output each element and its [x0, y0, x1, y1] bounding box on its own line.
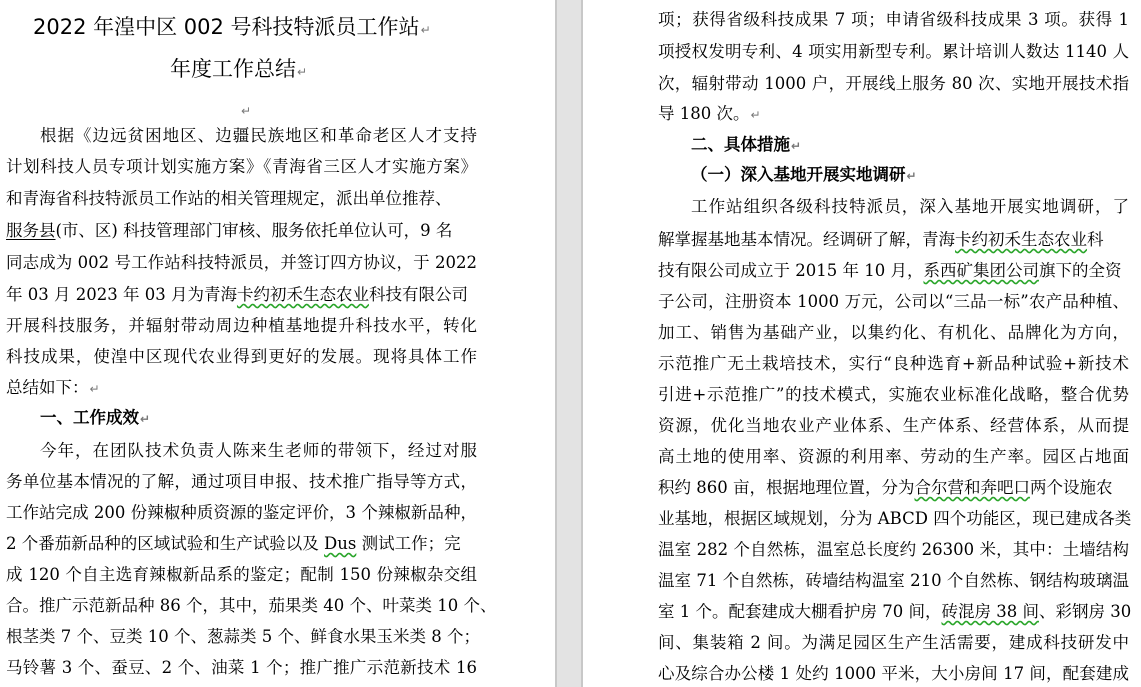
body-line: 项；获得省级科技成果 7 项；申请省级科技成果 3 项。获得 1 — [658, 10, 1129, 29]
body-line: 温室 282 个自然栋，温室总长度约 26300 米，其中：土墙结构 — [658, 540, 1129, 559]
paragraph-mark: ↵ — [297, 65, 308, 79]
empty-paragraph — [240, 100, 251, 121]
body-line: 开展科技服务，并辐射带动周边种植基地提升科技水平，转化 — [6, 316, 477, 335]
spellcheck-marked-text: 合尔营和奔吧口 — [914, 478, 1030, 497]
body-line: 业基地，根据区域规划，分为 ABCD 四个功能区，现已建成各类 — [658, 509, 1132, 528]
spellcheck-marked-text: 砖混房 38 间 — [941, 602, 1039, 621]
body-line: 子公司，注册资本 1000 万元，公司以“三品一标”农产品种植、 — [658, 292, 1129, 311]
document-title-line-1: 2022 年湟中区 002 号科技特派员工作站↵ — [33, 15, 431, 39]
body-line: 成 120 个自主选育辣椒新品系的鉴定；配制 150 份辣椒杂交组 — [6, 565, 477, 584]
spellcheck-marked-text: 系西矿集团公司 — [923, 261, 1039, 280]
body-line: 工作站组织各级科技特派员，深入基地开展实地调研，了 — [691, 197, 1129, 216]
body-line: 和青海省科技特派员工作站的相关管理规定，派出单位推荐、 — [6, 189, 452, 208]
body-line: 次，辐射带动 1000 户，开展线上服务 80 次、实地开展技术指 — [658, 74, 1129, 93]
subsection-heading: （一）深入基地开展实地调研↵ — [691, 165, 917, 184]
document-page-right[interactable] — [583, 0, 1141, 687]
paragraph-mark: ↵ — [791, 139, 802, 153]
body-line: 导 180 次。↵ — [658, 104, 761, 123]
document-page-left[interactable] — [0, 0, 555, 687]
paragraph-mark: ↵ — [750, 108, 761, 122]
body-line: 服务县(市、区) 科技管理部门审核、服务依托单位认可，9 名 — [6, 221, 453, 240]
body-line: 马铃薯 3 个、蚕豆、2 个、油菜 1 个；推广推广示范新技术 16 — [6, 658, 477, 677]
body-line: 高土地的使用率、资源的利用率、劳动的生产率。园区占地面 — [658, 447, 1129, 466]
body-line: 同志成为 002 号工作站科技特派员，并签订四方协议，于 2022 — [6, 253, 477, 272]
body-line: 间、集装箱 2 间。为满足园区生产生活需要，建成科技研发中 — [658, 633, 1129, 652]
body-line: 项授权发明专利、4 项实用新型专利。累计培训人数达 1140 人 — [658, 42, 1129, 61]
body-line: 温室 71 个自然栋，砖墙结构温室 210 个自然栋、钢结构玻璃温 — [658, 571, 1129, 590]
body-line: 室 1 个。配套建成大棚看护房 70 间，砖混房 38 间、彩钢房 30 — [658, 602, 1132, 621]
body-line: 心及综合办公楼 1 处约 1000 平米，大小房间 17 间，配套建成 — [658, 664, 1129, 683]
underlined-term: 服务县 — [6, 221, 56, 240]
body-line: 总结如下：↵ — [6, 378, 100, 397]
paragraph-mark: ↵ — [140, 412, 151, 426]
body-line: 务单位基本情况的了解，通过项目申报、技术推广指导等方式， — [6, 472, 477, 491]
paragraph-mark: ↵ — [906, 169, 917, 183]
paragraph-mark: ↵ — [241, 104, 252, 118]
body-line: 资源，优化当地农业产业体系、生产体系、经营体系，从而提 — [658, 416, 1129, 435]
body-line: 科技成果，使湟中区现代农业得到更好的发展。现将具体工作 — [6, 347, 477, 366]
section-heading: 一、工作成效↵ — [40, 408, 151, 427]
body-line: 年 03 月 2023 年 03 月为青海卡约初禾生态农业科技有限公司 — [6, 285, 468, 304]
page-gap — [555, 0, 583, 687]
body-line: 今年，在团队技术负责人陈来生老师的带领下，经过对服 — [40, 441, 477, 460]
paragraph-mark: ↵ — [89, 382, 100, 396]
body-line: 根据《边远贫困地区、边疆民族地区和革命老区人才支持 — [40, 126, 477, 145]
body-line: 技有限公司成立于 2015 年 10 月，系西矿集团公司旗下的全资 — [658, 261, 1122, 280]
body-line: 根茎类 7 个、豆类 10 个、葱蒜类 5 个、鲜食水果玉米类 8 个； — [6, 627, 480, 646]
body-line: 工作站完成 200 份辣椒种质资源的鉴定评价，3 个辣椒新品种， — [6, 503, 477, 522]
body-line: 示范推广无土栽培技术，实行“良种选育+新品种试验+新技术 — [658, 354, 1129, 373]
body-line: 合。推广示范新品种 86 个，其中，茄果类 40 个、叶菜类 10 个、 — [6, 596, 497, 615]
document-title-line-2: 年度工作总结↵ — [170, 57, 308, 81]
body-line: 计划科技人员专项计划实施方案》《青海省三区人才实施方案》 — [6, 157, 477, 176]
body-line: 积约 860 亩，根据地理位置，分为合尔营和奔吧口两个设施农 — [658, 478, 1113, 497]
body-line: 加工、销售为基础产业，以集约化、有机化、品牌化为方向， — [658, 323, 1129, 342]
paragraph-mark: ↵ — [420, 23, 431, 37]
section-heading: 二、具体措施↵ — [691, 135, 802, 154]
body-line: 2 个番茄新品种的区域试验和生产试验以及 Dus 测试工作；完 — [6, 534, 461, 553]
spellcheck-marked-text: 卡约初禾生态农业 — [955, 230, 1087, 249]
body-line: 解掌握基地基本情况。经调研了解，青海卡约初禾生态农业科 — [658, 230, 1104, 249]
spellcheck-marked-text: 卡约初禾生态农业 — [236, 285, 369, 304]
body-line: 引进+示范推广”的技术模式，实施农业标准化战略，整合优势 — [658, 385, 1129, 404]
spellcheck-marked-text: Dus — [324, 534, 357, 553]
page-edge — [555, 0, 557, 687]
